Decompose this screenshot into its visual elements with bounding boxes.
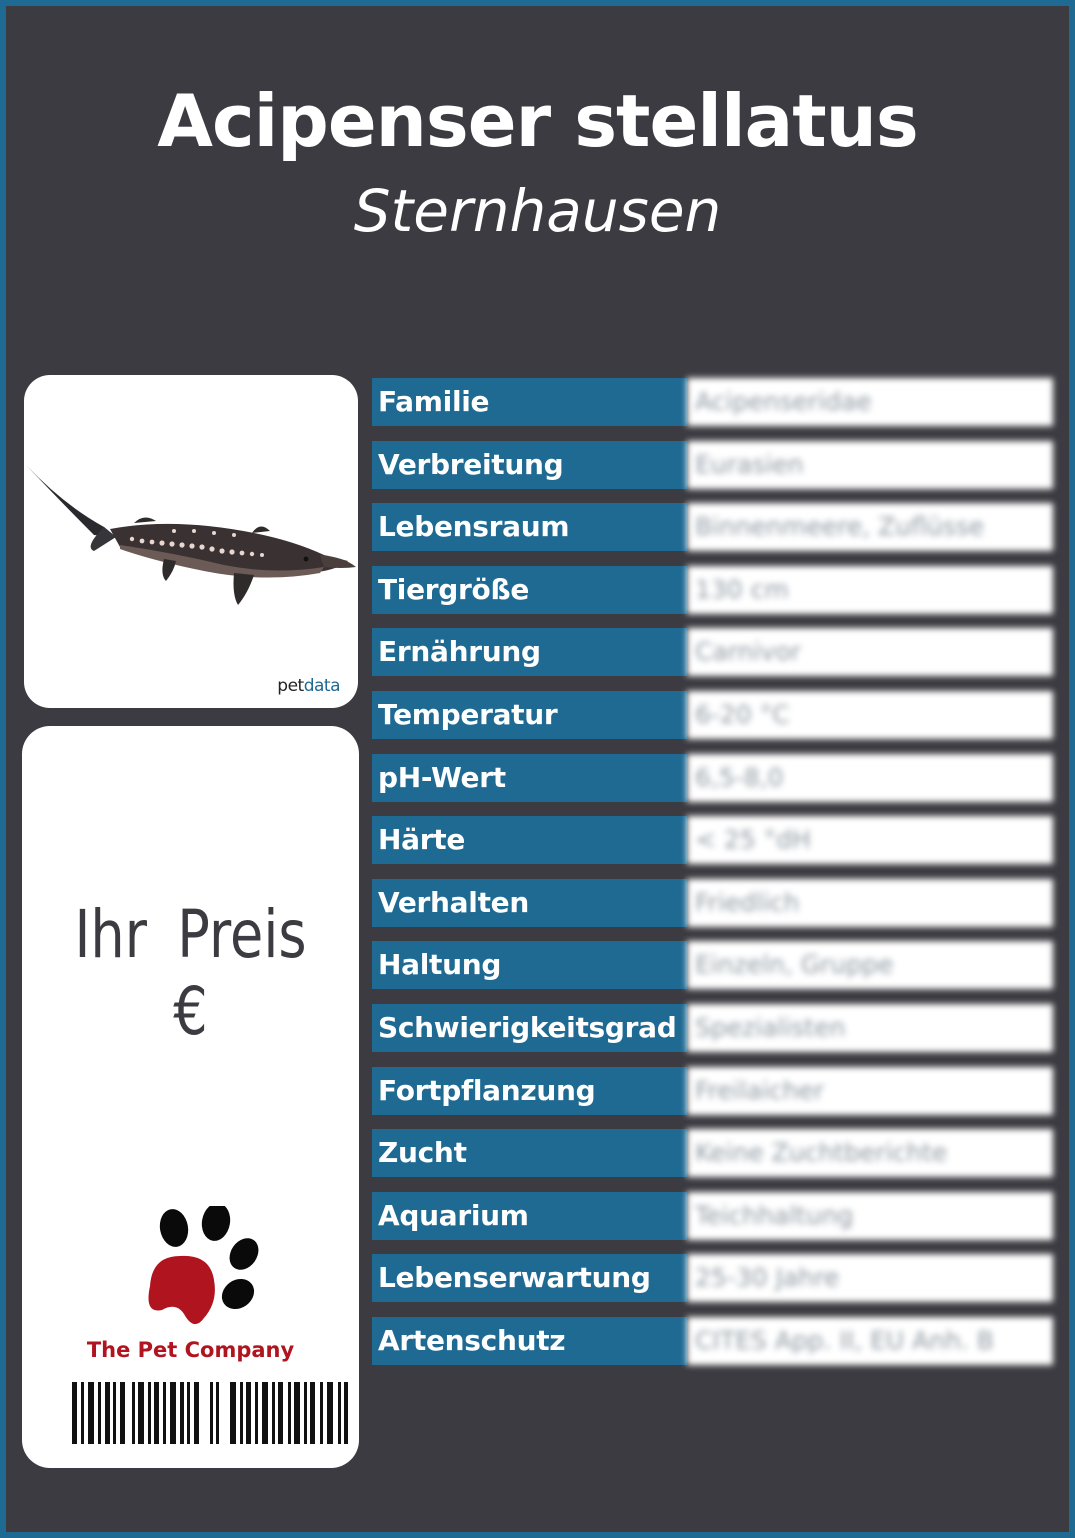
info-row-schwierigkeitsgrad [372,1004,1053,1052]
info-label: Aquarium [372,1192,687,1240]
info-label: Ernährung [372,628,687,676]
info-value: Freilaicher [687,1067,1053,1115]
info-row-verbreitung [372,441,1053,489]
info-label: Lebenserwartung [372,1254,687,1302]
info-value: < 25 °dH [687,816,1053,864]
info-row-ernaehrung [372,628,1053,676]
info-label: Schwierigkeitsgrad [372,1004,687,1052]
info-value: Einzeln, Gruppe [687,941,1053,989]
info-label: Härte [372,816,687,864]
info-label: Haltung [372,941,687,989]
info-value: Teichhaltung [687,1192,1053,1240]
sturgeon-image [24,455,358,625]
info-row-lebenserwartung [372,1254,1053,1302]
info-value: Eurasien [687,441,1053,489]
petdata-logo: petdata [277,676,340,696]
info-label: Temperatur [372,691,687,739]
price-label: Ihr Preis € [74,896,307,1050]
info-row-haerte [372,816,1053,864]
info-row-verhalten [372,879,1053,927]
info-value: 25-30 Jahre [687,1254,1053,1302]
info-row-zucht [372,1129,1053,1177]
info-label: Artenschutz [372,1317,687,1365]
info-value: 6,5-8,0 [687,754,1053,802]
paw-icon [132,1206,262,1336]
info-value: CITES App. II, EU Anh. B [687,1317,1053,1365]
info-row-aquarium [372,1192,1053,1240]
info-row-lebensraum [372,503,1053,551]
info-row-ph-wert [372,754,1053,802]
info-label: Verhalten [372,879,687,927]
info-label: pH-Wert [372,754,687,802]
info-row-artenschutz [372,1317,1053,1365]
info-label: Fortpflanzung [372,1067,687,1115]
info-label: Verbreitung [372,441,687,489]
species-card [6,6,1069,1532]
info-label: Familie [372,378,687,426]
info-label: Lebensraum [372,503,687,551]
info-row-tiergroesse [372,566,1053,614]
info-value: 6-20 °C [687,691,1053,739]
info-label: Zucht [372,1129,687,1177]
info-label: Tiergröße [372,566,687,614]
info-value: Carnivor [687,628,1053,676]
scientific-name: Acipenser stellatus [157,79,918,163]
price-panel [22,726,359,1468]
info-value: Spezialisten [687,1004,1053,1052]
info-row-familie [372,378,1053,426]
photo-panel [24,375,358,708]
info-table [372,378,1053,1380]
info-value: 130 cm [687,566,1053,614]
common-name: Sternhausen [353,177,722,245]
company-name: The Pet Company [86,1338,295,1362]
info-value: Binnenmeere, Zuflüsse [687,503,1053,551]
barcode [72,1382,348,1444]
info-row-fortpflanzung [372,1067,1053,1115]
info-value: Friedlich [687,879,1053,927]
info-row-temperatur [372,691,1053,739]
info-value: Keine Zuchtberichte [687,1129,1053,1177]
info-value: Acipenseridae [687,378,1053,426]
info-row-haltung [372,941,1053,989]
